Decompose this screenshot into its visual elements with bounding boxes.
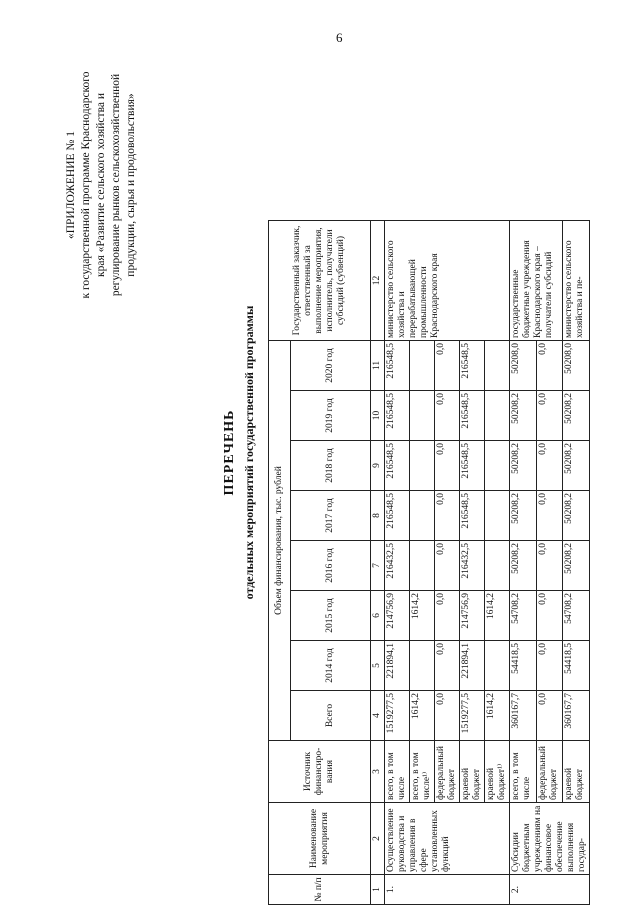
annex-header xyxy=(64,35,139,335)
value-cell: 0,0 xyxy=(536,541,563,591)
col-number: 5 xyxy=(371,641,385,691)
value-cell: 50208,2 xyxy=(563,391,590,441)
annex-line: «ПРИЛОЖЕНИЕ № 1 xyxy=(65,131,77,240)
value-cell: 214756,9 xyxy=(385,591,410,641)
header-year: 2014 год xyxy=(291,641,371,691)
col-number: 6 xyxy=(371,591,385,641)
funding-source: всего, в том числе xyxy=(385,741,410,803)
value-cell: 360167,7 xyxy=(510,691,537,741)
col-number: 8 xyxy=(371,491,385,541)
value-cell: 216432,5 xyxy=(460,541,485,591)
document-subtitle: отдельных мероприятий государственной программы xyxy=(242,305,256,600)
header-name: Наименование мероприятия xyxy=(269,803,371,875)
annex-line: регулирование рынков сельскохозяйственной xyxy=(110,73,122,297)
value-cell: 221894,1 xyxy=(385,641,410,691)
value-cell xyxy=(485,391,510,441)
header-source: Источник финансиро-вания xyxy=(269,741,371,803)
row-number: 2. xyxy=(510,875,590,905)
table-row xyxy=(563,221,590,905)
value-cell xyxy=(485,541,510,591)
value-cell: 0,0 xyxy=(435,591,460,641)
activity-name: Субсидии бюджетным учреждениям на финансовое обеспечение выполнения государ- xyxy=(510,803,590,875)
customer-cell: государственные бюджетные учреждения Краснодарского края – получатели субсидий xyxy=(510,221,563,341)
value-cell: 216432,5 xyxy=(385,541,410,591)
value-cell: 0,0 xyxy=(536,441,563,491)
annex-line: продукции, сырья и продовольствия» xyxy=(125,93,137,277)
activity-name: Осуществление руководства и управления в сфере установленных функций xyxy=(385,803,510,875)
value-cell: 216548,5 xyxy=(385,391,410,441)
value-cell: 216548,5 xyxy=(385,491,410,541)
header-year: 2016 год xyxy=(291,541,371,591)
value-cell: 0,0 xyxy=(435,691,460,741)
customer-cell: министерство сельского хозяйства и пе- xyxy=(563,221,590,341)
value-cell: 214756,9 xyxy=(460,591,485,641)
value-cell: 0,0 xyxy=(536,491,563,541)
value-cell: 0,0 xyxy=(536,591,563,641)
column-number-row xyxy=(371,221,385,905)
customer-cell: министерство сельского хозяйства и перерабатывающей промышленности Краснодарского края xyxy=(385,221,510,341)
value-cell: 1519277,5 xyxy=(460,691,485,741)
funding-source: краевой бюджет xyxy=(563,741,590,803)
header-year: 2017 год xyxy=(291,491,371,541)
value-cell xyxy=(410,541,435,591)
value-cell: 0,0 xyxy=(536,391,563,441)
funding-source: федеральный бюджет xyxy=(435,741,460,803)
value-cell: 1614,2 xyxy=(485,691,510,741)
value-cell: 0,0 xyxy=(435,541,460,591)
value-cell: 50208,2 xyxy=(510,391,537,441)
value-cell: 0,0 xyxy=(435,641,460,691)
value-cell: 1614,2 xyxy=(485,591,510,641)
value-cell: 54708,2 xyxy=(510,591,537,641)
table-row xyxy=(510,221,537,905)
value-cell: 54708,2 xyxy=(563,591,590,641)
value-cell: 360167,7 xyxy=(563,691,590,741)
value-cell xyxy=(485,491,510,541)
header-year: 2015 год xyxy=(291,591,371,641)
value-cell: 221894,1 xyxy=(460,641,485,691)
value-cell: 50208,2 xyxy=(563,491,590,541)
value-cell: 50208,0 xyxy=(510,341,537,391)
value-cell: 0,0 xyxy=(536,691,563,741)
col-number: 1 xyxy=(371,875,385,905)
funding-source: краевой бюджет¹⁾ xyxy=(485,741,510,803)
header-num: № п/п xyxy=(269,875,371,905)
annex-line: к государственной программе Краснодарского xyxy=(80,71,92,299)
header-year: 2018 год xyxy=(291,441,371,491)
value-cell xyxy=(485,341,510,391)
header-funding: Объем финансирования, тыс. рублей xyxy=(269,341,291,741)
header-year: 2020 год xyxy=(291,341,371,391)
value-cell: 1614,2 xyxy=(410,591,435,641)
value-cell: 54418,5 xyxy=(510,641,537,691)
row-number: 1. xyxy=(385,875,510,905)
funding-source: краевой бюджет xyxy=(460,741,485,803)
value-cell: 216548,5 xyxy=(460,341,485,391)
col-number: 4 xyxy=(371,691,385,741)
value-cell: 50208,2 xyxy=(563,541,590,591)
value-cell: 216548,5 xyxy=(460,441,485,491)
value-cell: 0,0 xyxy=(435,441,460,491)
col-number: 2 xyxy=(371,803,385,875)
col-number: 9 xyxy=(371,441,385,491)
value-cell: 1519277,5 xyxy=(385,691,410,741)
value-cell xyxy=(410,441,435,491)
col-number: 11 xyxy=(371,341,385,391)
value-cell: 1614,2 xyxy=(410,691,435,741)
value-cell: 50208,2 xyxy=(510,491,537,541)
value-cell: 216548,5 xyxy=(385,441,410,491)
page-number: 6 xyxy=(336,30,343,45)
col-number: 3 xyxy=(371,741,385,803)
funding-source: всего, в том числе¹⁾ xyxy=(410,741,435,803)
header-total: Всего xyxy=(291,691,371,741)
value-cell: 50208,2 xyxy=(563,441,590,491)
value-cell: 54418,5 xyxy=(563,641,590,691)
col-number: 7 xyxy=(371,541,385,591)
value-cell xyxy=(410,341,435,391)
value-cell: 216548,5 xyxy=(460,491,485,541)
value-cell: 50208,0 xyxy=(563,341,590,391)
value-cell xyxy=(410,391,435,441)
value-cell: 50208,2 xyxy=(510,541,537,591)
value-cell: 0,0 xyxy=(536,641,563,691)
funding-source: федеральный бюджет xyxy=(536,741,563,803)
table-container xyxy=(268,91,640,905)
value-cell xyxy=(410,641,435,691)
value-cell: 0,0 xyxy=(435,391,460,441)
header-year: 2019 год xyxy=(291,391,371,441)
header-customer: Государственный заказчик, ответственный за выполнение мероприятия, исполнитель, получатели субсидий (субвенций) xyxy=(269,221,371,341)
document-title: ПЕРЕЧЕНЬ xyxy=(222,409,237,496)
value-cell: 50208,2 xyxy=(510,441,537,491)
value-cell: 0,0 xyxy=(536,341,563,391)
value-cell xyxy=(410,491,435,541)
value-cell xyxy=(485,441,510,491)
value-cell: 216548,5 xyxy=(460,391,485,441)
funding-source: всего, в том числе xyxy=(510,741,537,803)
value-cell: 0,0 xyxy=(435,491,460,541)
activities-table xyxy=(268,220,590,905)
value-cell: 0,0 xyxy=(435,341,460,391)
col-number: 12 xyxy=(371,221,385,341)
value-cell: 216548,5 xyxy=(385,341,410,391)
annex-line: края «Развитие сельского хозяйства и xyxy=(95,93,107,277)
value-cell xyxy=(485,641,510,691)
table-row xyxy=(385,221,410,905)
col-number: 10 xyxy=(371,391,385,441)
